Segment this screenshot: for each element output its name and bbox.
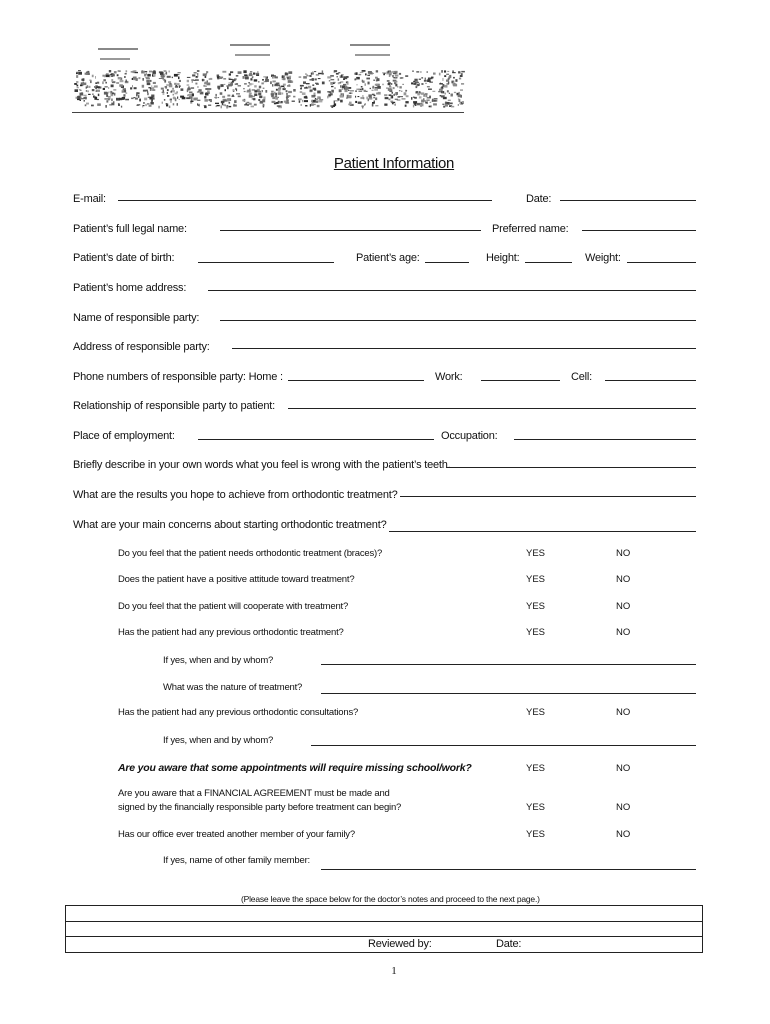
home-address-field[interactable] bbox=[208, 290, 696, 291]
employment-field[interactable] bbox=[198, 439, 434, 440]
occupation-field[interactable] bbox=[514, 439, 696, 440]
no-option[interactable]: NO bbox=[616, 627, 631, 638]
occupation-label: Occupation: bbox=[441, 430, 498, 442]
question-attitude: Does the patient have a positive attitude toward treatment? bbox=[118, 574, 355, 585]
date-field[interactable] bbox=[560, 200, 696, 201]
describe-field[interactable] bbox=[446, 467, 696, 468]
page-number: 1 bbox=[391, 965, 397, 977]
question-needs-treatment: Do you feel that the patient needs orthodontic treatment (braces)? bbox=[118, 548, 383, 559]
question-cooperate: Do you feel that the patient will cooperate with treatment? bbox=[118, 601, 349, 612]
age-label: Patient’s age: bbox=[356, 252, 420, 264]
question-financial-line1: Are you aware that a FINANCIAL AGREEMENT must be made and bbox=[118, 788, 390, 799]
notes-row-divider bbox=[66, 921, 702, 922]
relationship-field[interactable] bbox=[288, 408, 696, 409]
dob-field[interactable] bbox=[198, 262, 334, 263]
yes-option[interactable]: YES bbox=[526, 627, 546, 638]
yes-option[interactable]: YES bbox=[526, 548, 546, 559]
cell-phone-label: Cell: bbox=[571, 371, 593, 383]
yes-option[interactable]: YES bbox=[526, 574, 546, 585]
preferred-name-field[interactable] bbox=[582, 230, 696, 231]
no-option[interactable]: NO bbox=[616, 601, 631, 612]
preferred-name-label: Preferred name: bbox=[492, 223, 569, 235]
responsible-address-field[interactable] bbox=[232, 348, 696, 349]
yes-option[interactable]: YES bbox=[526, 802, 546, 813]
height-field[interactable] bbox=[525, 262, 572, 263]
home-phone-field[interactable] bbox=[288, 380, 424, 381]
describe-label: Briefly describe in your own words what you feel is wrong with the patient’s teeth. bbox=[73, 459, 451, 471]
cell-phone-field[interactable] bbox=[605, 380, 696, 381]
responsible-name-field[interactable] bbox=[220, 320, 696, 321]
relationship-label: Relationship of responsible party to patient: bbox=[73, 400, 275, 412]
concerns-field[interactable] bbox=[389, 531, 696, 532]
no-option[interactable]: NO bbox=[616, 548, 631, 559]
question-previous-treatment: Has the patient had any previous orthodontic treatment? bbox=[118, 627, 344, 638]
notes-instruction: (Please leave the space below for the doctor’s notes and proceed to the next page.) bbox=[241, 894, 540, 904]
page-title: Patient Information bbox=[333, 155, 455, 172]
concerns-label: What are your main concerns about starting orthodontic treatment? bbox=[73, 519, 387, 531]
full-name-label: Patient’s full legal name: bbox=[73, 223, 187, 235]
question-financial-line2: signed by the financially responsible party before treatment can begin? bbox=[118, 802, 402, 813]
yes-option[interactable]: YES bbox=[526, 829, 546, 840]
results-field[interactable] bbox=[400, 496, 696, 497]
age-field[interactable] bbox=[425, 262, 469, 263]
question-missing-school: Are you aware that some appointments will require missing school/work? bbox=[118, 762, 472, 774]
reviewed-by-label: Reviewed by: bbox=[368, 938, 432, 950]
phones-label: Phone numbers of responsible party: Home : bbox=[73, 371, 283, 383]
email-label: E-mail: bbox=[73, 193, 106, 205]
consultation-when-label: If yes, when and by whom? bbox=[163, 735, 274, 746]
treatment-nature-field[interactable] bbox=[321, 693, 696, 694]
work-phone-field[interactable] bbox=[481, 380, 560, 381]
date-label: Date: bbox=[526, 193, 552, 205]
treatment-nature-label: What was the nature of treatment? bbox=[163, 682, 303, 693]
family-member-name-label: If yes, name of other family member: bbox=[163, 855, 310, 866]
height-label: Height: bbox=[486, 252, 520, 264]
question-previous-consultations: Has the patient had any previous orthodontic consultations? bbox=[118, 707, 359, 718]
weight-field[interactable] bbox=[627, 262, 696, 263]
dithered-letter-logo bbox=[70, 40, 470, 118]
responsible-name-label: Name of responsible party: bbox=[73, 312, 200, 324]
weight-label: Weight: bbox=[585, 252, 621, 264]
yes-option[interactable]: YES bbox=[526, 763, 546, 774]
home-address-label: Patient’s home address: bbox=[73, 282, 187, 294]
results-label: What are the results you hope to achieve from orthodontic treatment? bbox=[73, 489, 398, 501]
previous-treatment-when-label: If yes, when and by whom? bbox=[163, 655, 274, 666]
full-name-field[interactable] bbox=[220, 230, 481, 231]
doctor-notes-box bbox=[65, 905, 703, 953]
notes-row-divider bbox=[66, 936, 702, 937]
employment-label: Place of employment: bbox=[73, 430, 175, 442]
email-field[interactable] bbox=[118, 200, 492, 201]
no-option[interactable]: NO bbox=[616, 763, 631, 774]
yes-option[interactable]: YES bbox=[526, 601, 546, 612]
no-option[interactable]: NO bbox=[616, 802, 631, 813]
no-option[interactable]: NO bbox=[616, 574, 631, 585]
previous-treatment-when-field[interactable] bbox=[321, 664, 696, 665]
consultation-when-field[interactable] bbox=[311, 745, 696, 746]
no-option[interactable]: NO bbox=[616, 707, 631, 718]
family-member-name-field[interactable] bbox=[321, 869, 696, 870]
responsible-address-label: Address of responsible party: bbox=[73, 341, 210, 353]
review-date-label: Date: bbox=[496, 938, 522, 950]
no-option[interactable]: NO bbox=[616, 829, 631, 840]
work-phone-label: Work: bbox=[435, 371, 463, 383]
question-family-member: Has our office ever treated another member of your family? bbox=[118, 829, 355, 840]
dob-label: Patient’s date of birth: bbox=[73, 252, 175, 264]
yes-option[interactable]: YES bbox=[526, 707, 546, 718]
